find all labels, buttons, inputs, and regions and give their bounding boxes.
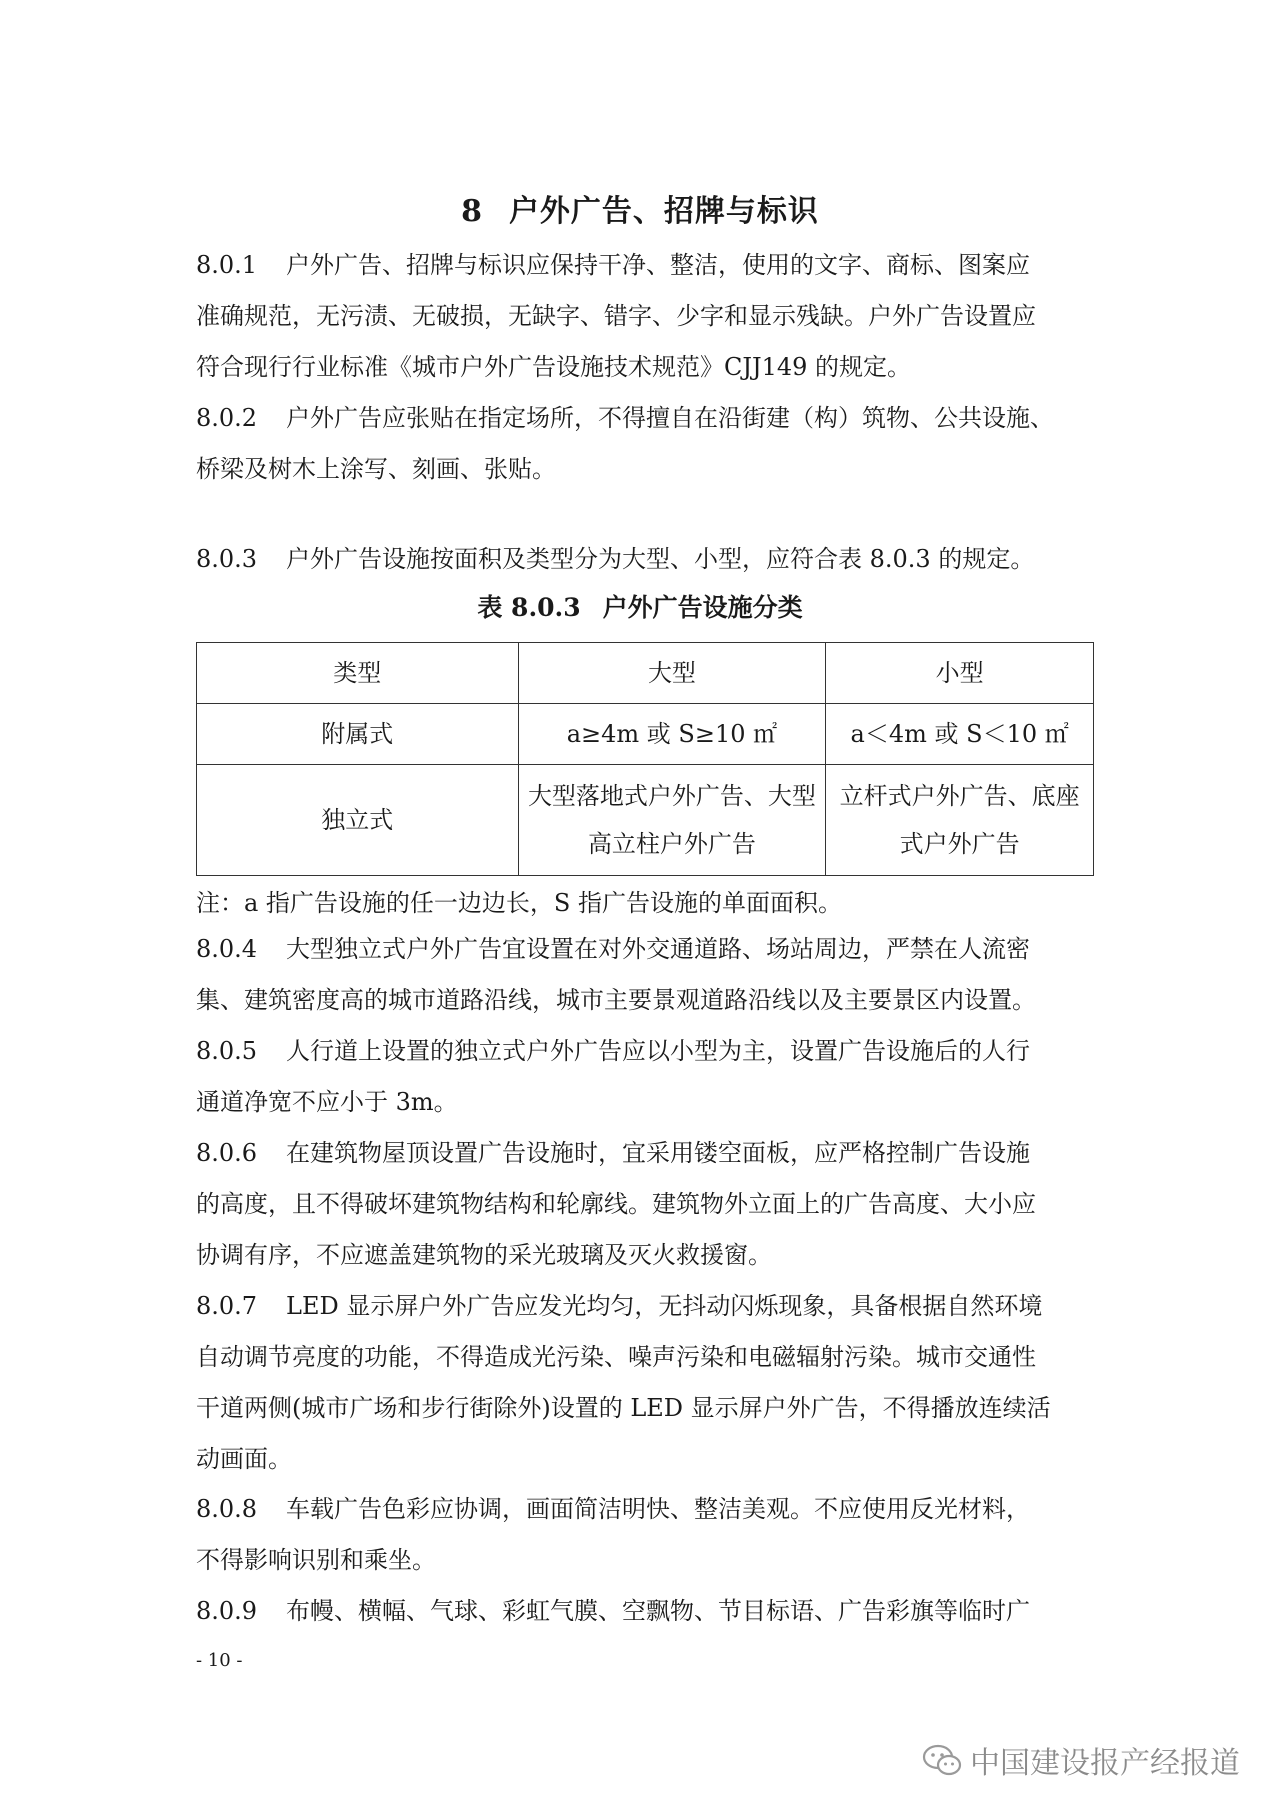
clause-text: 车载广告色彩应协调，画面简洁明快、整洁美观。不应使用反光材料， bbox=[286, 1495, 1030, 1523]
clause-number: 8.0.5 bbox=[196, 1037, 258, 1065]
clause-8-0-5 bbox=[196, 1026, 1096, 1128]
watermark bbox=[922, 1738, 1240, 1782]
clause-8-0-2 bbox=[196, 393, 1096, 495]
cell-type: 独立式 bbox=[197, 765, 519, 876]
table-row bbox=[197, 704, 1094, 765]
clause-8-0-3 bbox=[196, 534, 1096, 585]
clause-text: 自动调节亮度的功能，不得造成光污染、噪声污染和电磁辐射污染。城市交通性 bbox=[196, 1343, 1036, 1371]
clause-text: 符合现行行业标准《城市户外广告设施技术规范》CJJ149 的规定。 bbox=[196, 353, 912, 381]
clause-number: 8.0.2 bbox=[196, 404, 258, 432]
clause-number: 8.0.7 bbox=[196, 1292, 258, 1320]
clause-number: 8.0.1 bbox=[196, 251, 258, 279]
clause-text: 不得影响识别和乘坐。 bbox=[196, 1546, 436, 1574]
clause-text: 在建筑物屋顶设置广告设施时，宜采用镂空面板，应严格控制广告设施 bbox=[286, 1139, 1030, 1167]
table-row bbox=[197, 765, 1094, 876]
clause-text: 桥梁及树木上涂写、刻画、张贴。 bbox=[196, 455, 556, 483]
clause-text: 通道净宽不应小于 3m。 bbox=[196, 1088, 458, 1116]
clause-8-0-6 bbox=[196, 1128, 1096, 1281]
clause-number: 8.0.6 bbox=[196, 1139, 258, 1167]
clause-text: 的高度，且不得破坏建筑物结构和轮廓线。建筑物外立面上的广告高度、大小应 bbox=[196, 1190, 1036, 1218]
clause-text: 户外广告应张贴在指定场所，不得擅自在沿街建（构）筑物、公共设施、 bbox=[286, 404, 1054, 432]
clause-text: 户外广告、招牌与标识应保持干净、整洁，使用的文字、商标、图案应 bbox=[286, 251, 1030, 279]
header-cell-type: 类型 bbox=[197, 643, 519, 704]
clause-text: 大型独立式户外广告宜设置在对外交通道路、场站周边，严禁在人流密 bbox=[286, 935, 1030, 963]
classification-table bbox=[196, 642, 1094, 876]
section-heading bbox=[0, 186, 1280, 230]
header-cell-small: 小型 bbox=[826, 643, 1094, 704]
clause-8-0-8 bbox=[196, 1484, 1096, 1586]
table-caption bbox=[0, 588, 1280, 624]
cell-type: 附属式 bbox=[197, 704, 519, 765]
table-header-row bbox=[197, 643, 1094, 704]
section-title: 户外广告、招牌与标识 bbox=[508, 194, 819, 229]
clause-number: 8.0.4 bbox=[196, 935, 258, 963]
cell-large: 大型落地式户外广告、大型高立柱户外广告 bbox=[518, 765, 826, 876]
clause-text: 干道两侧(城市广场和步行街除外)设置的 LED 显示屏户外广告，不得播放连续活 bbox=[196, 1394, 1051, 1422]
clause-text: 集、建筑密度高的城市道路沿线，城市主要景观道路沿线以及主要景区内设置。 bbox=[196, 986, 1036, 1014]
clause-8-0-1 bbox=[196, 240, 1096, 393]
clause-text: 协调有序，不应遮盖建筑物的采光玻璃及灭火救援窗。 bbox=[196, 1241, 772, 1269]
clause-8-0-9 bbox=[196, 1586, 1096, 1637]
clause-8-0-4 bbox=[196, 924, 1096, 1026]
watermark-text: 中国建设报产经报道 bbox=[970, 1746, 1240, 1781]
wechat-icon bbox=[922, 1743, 962, 1777]
clause-text: 准确规范，无污渍、无破损，无缺字、错字、少字和显示残缺。户外广告设置应 bbox=[196, 302, 1036, 330]
page-number: - 10 - bbox=[196, 1650, 243, 1671]
clause-8-0-7 bbox=[196, 1281, 1096, 1485]
clause-number: 8.0.8 bbox=[196, 1495, 258, 1523]
clause-number: 8.0.9 bbox=[196, 1597, 258, 1625]
cell-small: a＜4m 或 S＜10 ㎡ bbox=[826, 704, 1094, 765]
clause-number: 8.0.3 bbox=[196, 545, 258, 573]
cell-small: 立杆式户外广告、底座式户外广告 bbox=[826, 765, 1094, 876]
cell-large: a≥4m 或 S≥10 ㎡ bbox=[518, 704, 826, 765]
clause-text: LED 显示屏户外广告应发光均匀，无抖动闪烁现象，具备根据自然环境 bbox=[286, 1292, 1043, 1320]
clause-text: 户外广告设施按面积及类型分为大型、小型，应符合表 8.0.3 的规定。 bbox=[286, 545, 1035, 573]
table-note: 注：a 指广告设施的任一边边长，S 指广告设施的单面面积。 bbox=[196, 889, 843, 917]
table-title: 户外广告设施分类 bbox=[602, 593, 803, 622]
clause-text: 动画面。 bbox=[196, 1445, 292, 1473]
table-number: 表 8.0.3 bbox=[477, 593, 581, 622]
section-number: 8 bbox=[461, 194, 483, 229]
clause-text: 人行道上设置的独立式户外广告应以小型为主，设置广告设施后的人行 bbox=[286, 1037, 1030, 1065]
header-cell-large: 大型 bbox=[518, 643, 826, 704]
clause-text: 布幔、横幅、气球、彩虹气膜、空飘物、节目标语、广告彩旗等临时广 bbox=[286, 1597, 1030, 1625]
